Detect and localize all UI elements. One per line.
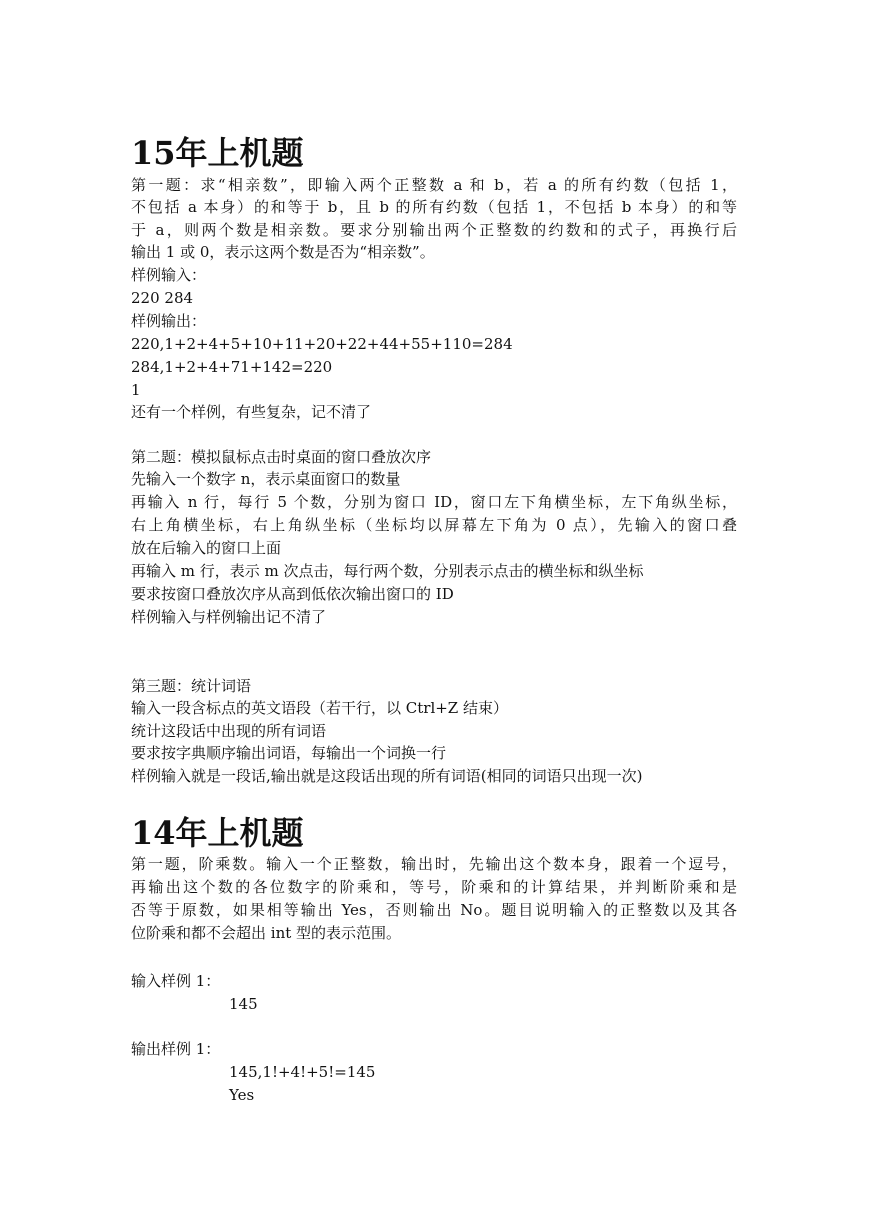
text-line: 放在后输入的窗口上面 (131, 539, 282, 557)
text-line: 右上角横坐标，右上角纵坐标（坐标均以屏幕左下角为 0 点），先输入的窗口叠 (131, 516, 737, 534)
section-title-2015: 15年上机题 (131, 134, 304, 172)
text-line: 要求按窗口叠放次序从高到低依次输出窗口的 ID (131, 585, 454, 603)
question-heading: 第二题：模拟鼠标点击时桌面的窗口叠放次序 (131, 448, 432, 466)
text-line: 否等于原数，如果相等输出 Yes，否则输出 No。题目说明输入的正整数以及其各 (131, 901, 737, 919)
text-line: 再输入 n 行，每行 5 个数，分别为窗口 ID，窗口左下角横坐标，左下角纵坐标， (131, 493, 737, 511)
sample-output-line: 284,1+2+4+71+142=220 (131, 358, 333, 376)
sample-output-line: 145,1!+4!+5!=145 (229, 1063, 376, 1081)
question-heading: 第三题：统计词语 (131, 677, 252, 695)
text-line: 要求按字典顺序输出词语，每输出一个词换一行 (131, 744, 447, 762)
text-line: 第一题：求“相亲数”，即输入两个正整数 a 和 b，若 a 的所有约数（包括 1， (131, 176, 737, 194)
text-line: 先输入一个数字 n，表示桌面窗口的数量 (131, 470, 401, 488)
text-line: 再输入 m 行，表示 m 次点击，每行两个数，分别表示点击的横坐标和纵坐标 (131, 562, 644, 580)
sample-input-value: 220 284 (131, 289, 194, 307)
sample-output-line: 220,1+2+4+5+10+11+20+22+44+55+110=284 (131, 335, 513, 353)
sample-output-label: 样例输出： (131, 312, 207, 330)
text-line: 位阶乘和都不会超出 int 型的表示范围。 (131, 924, 402, 942)
text-line: 于 a，则两个数是相亲数。要求分别输出两个正整数的约数和的式子，再换行后 (131, 221, 737, 239)
sample-input-value: 145 (229, 995, 258, 1013)
text-line: 统计这段话中出现的所有词语 (131, 722, 327, 740)
section-title-2014: 14年上机题 (131, 814, 304, 852)
sample-output-line: Yes (229, 1086, 255, 1104)
sample-input-label: 样例输入： (131, 266, 207, 284)
sample-output-line: 1 (131, 381, 141, 399)
text-line: 还有一个样例，有些复杂，记不清了 (131, 403, 372, 421)
text-line: 样例输入与样例输出记不清了 (131, 608, 327, 626)
text-line: 不包括 a 本身）的和等于 b，且 b 的所有约数（包括 1，不包括 b 本身）的和等 (131, 198, 737, 216)
text-line: 再输出这个数的各位数字的阶乘和，等号，阶乘和的计算结果，并判断阶乘和是 (131, 878, 737, 896)
text-line: 第一题，阶乘数。输入一个正整数，输出时，先输出这个数本身，跟着一个逗号， (131, 855, 737, 873)
sample-output-label: 输出样例 1： (131, 1040, 221, 1058)
text-line: 输入一段含标点的英文语段（若干行，以 Ctrl+Z 结束） (131, 699, 509, 717)
sample-input-label: 输入样例 1： (131, 972, 221, 990)
text-line: 样例输入就是一段话,输出就是这段话出现的所有词语(相同的词语只出现一次) (131, 767, 643, 785)
text-line: 输出 1 或 0，表示这两个数是否为“相亲数”。 (131, 243, 435, 261)
